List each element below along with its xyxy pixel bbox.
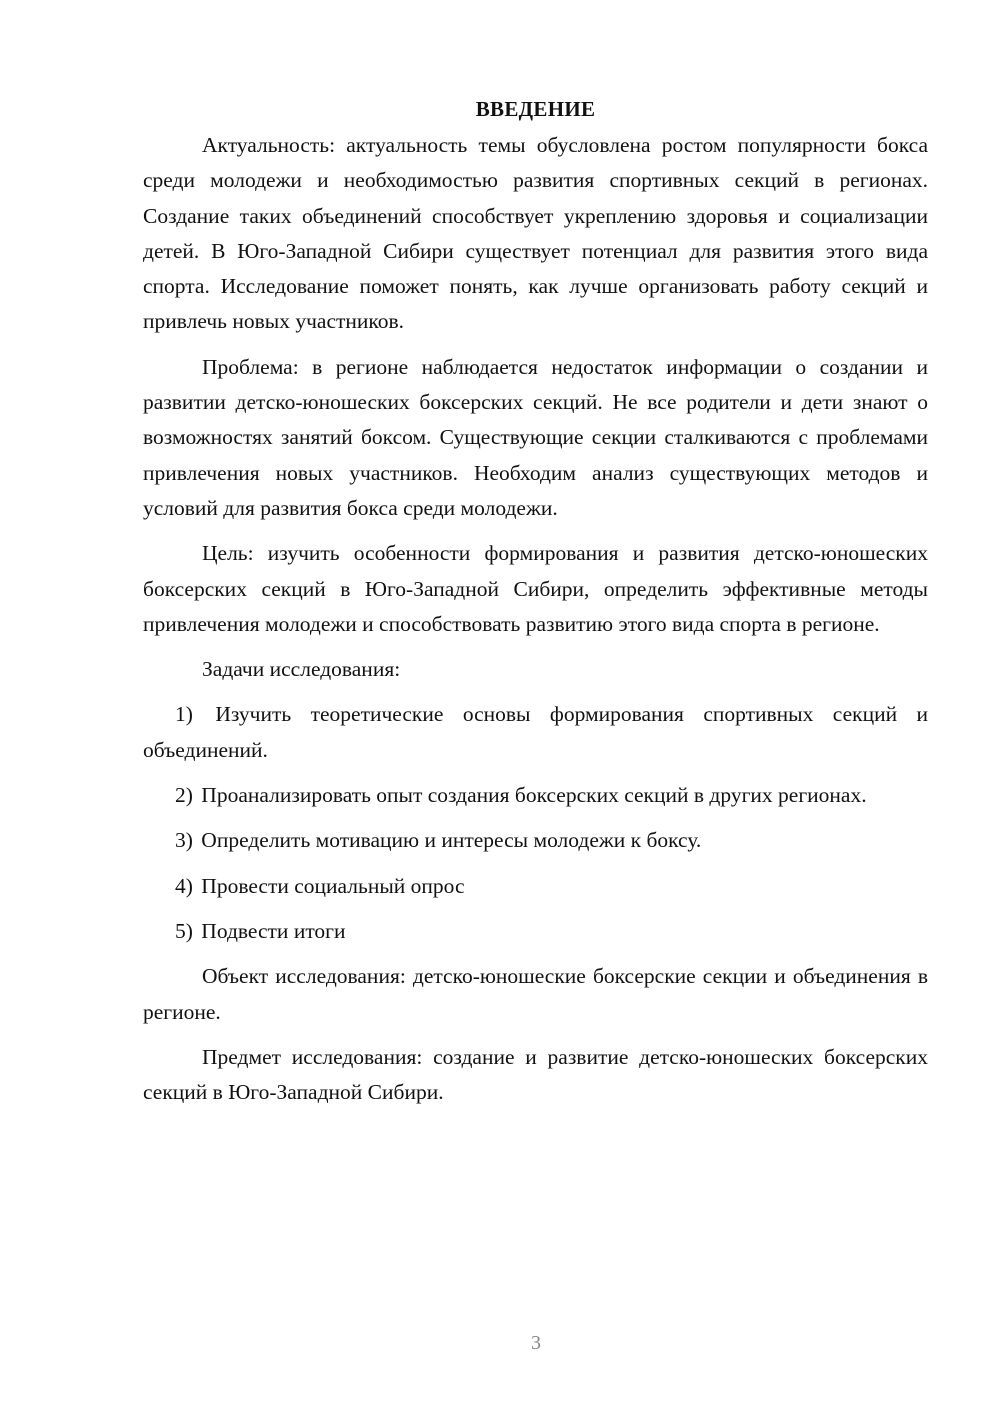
list-item bbox=[143, 778, 928, 813]
task-text: Изучить теоретические основы формирования спортивных секций и объединений. bbox=[143, 702, 929, 762]
task-number: 5) bbox=[175, 918, 193, 943]
list-item bbox=[143, 823, 928, 858]
list-item bbox=[143, 869, 928, 904]
goal-paragraph: Цель: изучить особенности формирования и развития детско-юношеских боксерских секций в Юго-Западной Сибири, определить эффективные методы привлечения молодежи и способствовать развитию этого вида спорта в регионе. bbox=[143, 541, 928, 636]
task-number: 2) bbox=[175, 783, 193, 808]
list-item bbox=[143, 914, 928, 949]
task-text: Проанализировать опыт создания боксерских секций в других регионах. bbox=[201, 783, 867, 808]
page-number: 3 bbox=[531, 1332, 541, 1354]
relevance-paragraph: Актуальность: актуальность темы обусловлена ростом популярности бокса среди молодежи и необходимостью развития спортивных секций в регионах. Создание таких объединений способствует укреплению здоровья и социализации детей. В Юго-Западной Сибири существует потенциал для развития этого вида спорта. Исследование поможет понять, как лучше организовать работу секций и привлечь новых участников. bbox=[143, 133, 928, 334]
subject-paragraph: Предмет исследования: создание и развитие детско-юношеских боксерских секций в Юго-Западной Сибири. bbox=[143, 1044, 928, 1105]
section-title: ВВЕДЕНИЕ bbox=[475, 97, 596, 121]
task-number: 3) bbox=[175, 828, 193, 853]
problem-paragraph: Проблема: в регионе наблюдается недостаток информации о создании и развитии детско-юношеских боксерских секций. Не все родители и дети знают о возможностях занятий боксом. Существующие секции сталкиваются с проблемами привлечения новых участников. Необходим анализ существующих методов и условий для развития бокса среди молодежи. bbox=[143, 354, 928, 520]
task-number: 4) bbox=[175, 873, 193, 898]
tasks-heading: Задачи исследования: bbox=[202, 657, 401, 682]
tasks-list bbox=[143, 697, 928, 949]
task-text: Провести социальный опрос bbox=[201, 873, 465, 898]
task-text: Подвести итоги bbox=[201, 918, 346, 943]
task-text: Определить мотивацию и интересы молодежи к боксу. bbox=[201, 828, 702, 853]
page-content bbox=[143, 94, 928, 1120]
list-item bbox=[143, 697, 928, 768]
task-number: 1) bbox=[175, 702, 193, 727]
object-paragraph: Объект исследования: детско-юношеские боксерские секции и объединения в регионе. bbox=[143, 964, 928, 1024]
